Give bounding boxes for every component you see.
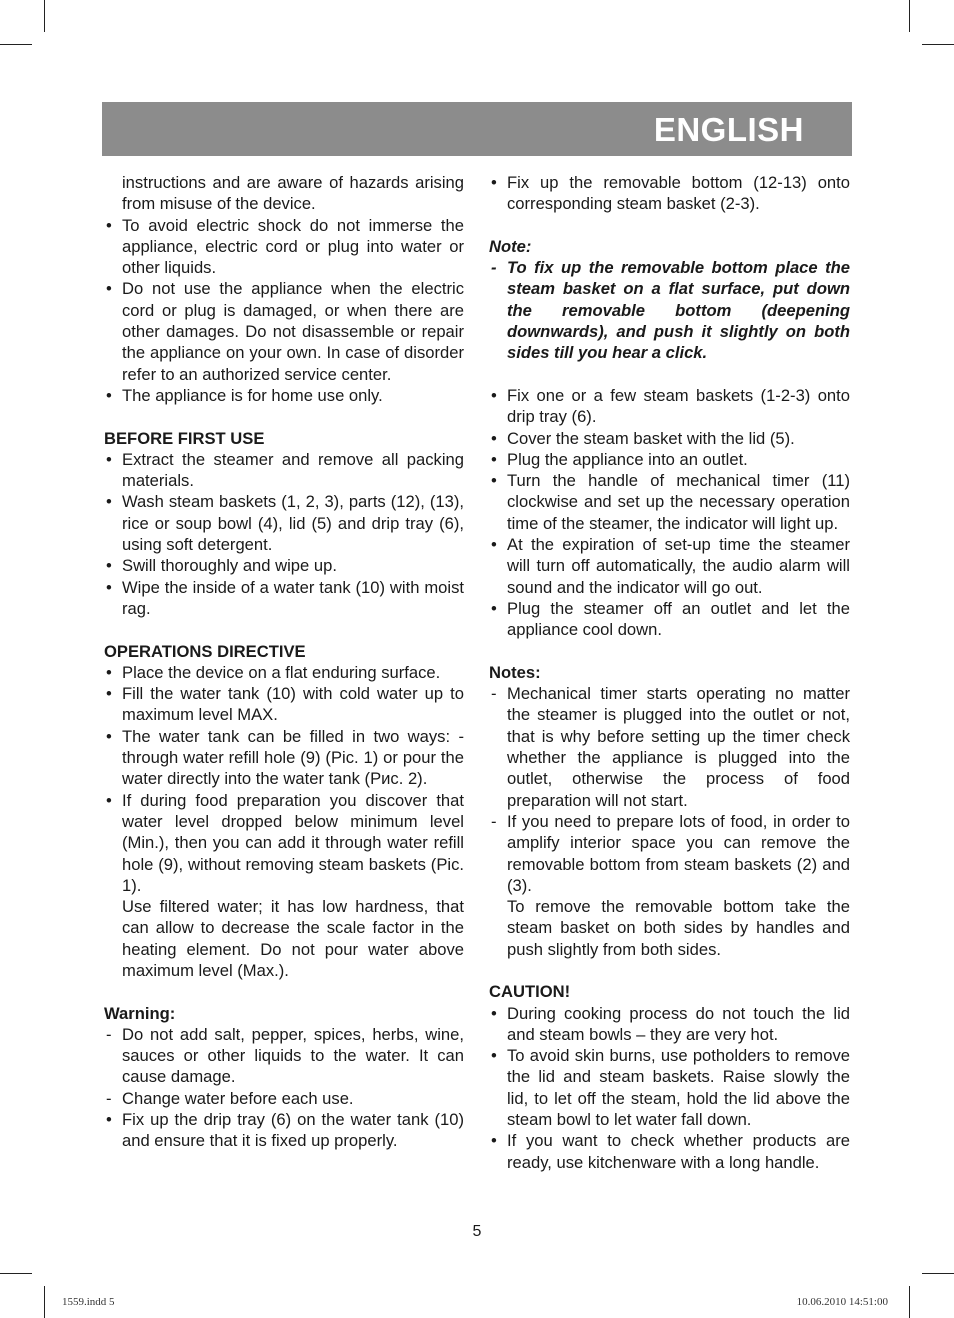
crop-mark	[922, 44, 954, 45]
dash-marker: -	[106, 1088, 112, 1108]
bullet-marker: •	[106, 1110, 112, 1130]
list-item-text: Plug the appliance into an outlet.	[507, 449, 748, 469]
list-item-text: Mechanical timer starts operating no matter the steamer is plugged into the outlet or not, that is why before setting up the timer check whether the appliance is plugged into the outlet, otherwise the process of food preparation will not start.	[507, 684, 850, 810]
bullet-marker: •	[491, 428, 497, 448]
page-number: 5	[472, 1223, 482, 1240]
bullet-marker: •	[106, 662, 112, 682]
list-item-text: Fix up the removable bottom (12-13) onto corresponding steam basket (2-3).	[507, 173, 850, 214]
list-item-text: If during food preparation you discover that water level dropped below minimum level (Min.), then you can add it through water refill hole (9), without removing steam baskets (Pic. 1).	[122, 790, 464, 895]
list-item	[489, 1045, 850, 1130]
list-item-text: Fix one or a few steam baskets (1-2-3) onto drip tray (6).	[507, 385, 850, 427]
list-item-text: Wipe the inside of a water tank (10) with moist rag.	[122, 577, 464, 618]
language-title: ENGLISH	[653, 111, 804, 148]
list-item	[489, 534, 850, 598]
continued-text: Use filtered water; it has low hardness, that can allow to decrease the scale factor in the heating element. Do not pour water above maximum level (Max.).	[122, 897, 464, 980]
crop-mark	[44, 0, 45, 32]
list-item	[104, 215, 464, 279]
dash-marker: -	[106, 1024, 112, 1044]
list-item-text: Do not add salt, pepper, spices, herbs, wine, sauces or other liquids to the water. It can cause damage.	[122, 1024, 464, 1087]
list-item	[104, 790, 464, 896]
bullet-marker: •	[106, 385, 112, 405]
list-item-text: At the expiration of set-up time the steamer will turn off automatically, the audio alarm will sound and the indicator will go out.	[507, 535, 850, 597]
bullet-marker: •	[491, 1046, 497, 1066]
bullet-marker: •	[491, 173, 497, 192]
bullet-marker: •	[106, 449, 112, 469]
section-heading-warning: Warning:	[104, 1003, 176, 1023]
bullet-marker: •	[106, 577, 112, 597]
left-column	[104, 172, 464, 1152]
list-item	[104, 1024, 464, 1088]
list-item	[489, 172, 850, 215]
bullet-marker: •	[106, 684, 112, 704]
continued-text: instructions and are aware of hazards arising from misuse of the device.	[122, 173, 464, 214]
bullet-marker: •	[106, 492, 112, 512]
list-item	[104, 726, 464, 790]
list-item	[104, 385, 464, 406]
bullet-marker: •	[106, 279, 112, 299]
crop-mark	[0, 44, 32, 45]
bullet-marker: •	[491, 385, 497, 405]
list-item-text: Do not use the appliance when the electric cord or plug is damaged, or when there are other damages. Do not disassemble or repair the appliance on your own. In case of disorder refer to an authorized service center.	[122, 279, 464, 384]
right-column	[489, 172, 850, 1173]
list-item-text: Plug the steamer off an outlet and let the appliance cool down.	[507, 598, 850, 640]
list-item	[104, 1109, 464, 1152]
dash-marker: -	[491, 684, 497, 704]
bullet-marker: •	[106, 556, 112, 576]
dash-marker: -	[491, 258, 497, 278]
list-item-text: Cover the steam basket with the lid (5).	[507, 428, 795, 448]
bullet-marker: •	[491, 1003, 497, 1023]
list-item	[104, 1088, 464, 1109]
list-item	[489, 449, 850, 470]
note-item	[489, 257, 850, 363]
list-item-text: Wash steam baskets (1, 2, 3), parts (12), (13), rice or soup bowl (4), lid (5) and drip tray (6), using soft detergent.	[122, 492, 464, 555]
caution-heading: CAUTION!	[489, 982, 571, 1002]
notes-heading: Notes:	[489, 662, 541, 682]
list-item-text: Change water before each use.	[122, 1088, 354, 1108]
bullet-marker: •	[491, 1131, 497, 1151]
list-item	[104, 449, 464, 492]
list-item-text: To avoid skin burns, use potholders to remove the lid and steam baskets. Raise slowly the lid, to let off the steam, hold the lid above the steam bowl to let water fall down.	[507, 1046, 850, 1130]
list-item	[489, 428, 850, 449]
crop-mark	[909, 0, 910, 32]
crop-mark	[44, 1286, 45, 1318]
list-item-text: If you need to prepare lots of food, in order to amplify interior space you can remove the removable bottom from steam baskets (2) and (3).	[507, 811, 850, 895]
bullet-marker: •	[106, 726, 112, 746]
list-item	[104, 577, 464, 620]
list-item	[104, 491, 464, 555]
list-item	[104, 278, 464, 384]
crop-mark	[922, 1273, 954, 1274]
language-header-bar	[102, 102, 852, 156]
list-item	[489, 1003, 850, 1046]
list-item	[489, 470, 850, 534]
bullet-marker: •	[491, 449, 497, 469]
list-item	[489, 385, 850, 428]
list-item	[489, 1130, 850, 1173]
continued-text: To remove the removable bottom take the steam basket on both sides by handles and push slightly from both sides.	[507, 897, 850, 959]
crop-mark	[909, 1286, 910, 1318]
list-item-text: The appliance is for home use only.	[122, 385, 383, 405]
section-heading-operations: OPERATIONS DIRECTIVE	[104, 641, 306, 661]
list-item	[489, 683, 850, 811]
note-item-text: To fix up the removable bottom place the steam basket on a flat surface, put down the removable bottom (deepening downwards), and push it slightly on both sides till you hear a click.	[507, 258, 850, 363]
dash-marker: -	[491, 811, 497, 831]
list-item-text: To avoid electric shock do not immerse the appliance, electric cord or plug into water or other liquids.	[122, 215, 464, 278]
list-item-text: Fill the water tank (10) with cold water up to maximum level MAX.	[122, 684, 464, 725]
bullet-marker: •	[491, 598, 497, 618]
list-item-text: Place the device on a flat enduring surface.	[122, 662, 441, 682]
footer-file-name: 1559.indd 5	[62, 1296, 115, 1308]
footer-timestamp: 10.06.2010 14:51:00	[796, 1296, 888, 1308]
bullet-marker: •	[106, 215, 112, 235]
section-heading-before-first-use: BEFORE FIRST USE	[104, 428, 265, 448]
list-item	[104, 683, 464, 726]
note-heading: Note:	[489, 236, 532, 256]
list-item-text: The water tank can be filled in two ways: - through water refill hole (9) (Pic. 1) or pour the water directly into the water tank (Рис. 2).	[122, 726, 464, 789]
list-item	[104, 662, 464, 683]
bullet-marker: •	[491, 471, 497, 491]
list-item	[104, 555, 464, 576]
list-item-text: Turn the handle of mechanical timer (11) clockwise and set up the necessary operation time of the steamer, the indicator will light up.	[507, 471, 850, 533]
list-item-text: Extract the steamer and remove all packing materials.	[122, 449, 464, 491]
crop-mark	[0, 1273, 32, 1274]
list-item	[489, 598, 850, 641]
bullet-marker: •	[106, 790, 112, 810]
list-item-text: During cooking process do not touch the lid and steam bowls – they are very hot.	[507, 1003, 850, 1044]
list-item-text: Fix up the drip tray (6) on the water tank (10) and ensure that it is fixed up properly.	[122, 1110, 464, 1151]
list-item-text: Swill thoroughly and wipe up.	[122, 556, 337, 576]
list-item-text: If you want to check whether products are ready, use kitchenware with a long handle.	[507, 1131, 850, 1172]
bullet-marker: •	[491, 535, 497, 555]
list-item	[489, 811, 850, 896]
